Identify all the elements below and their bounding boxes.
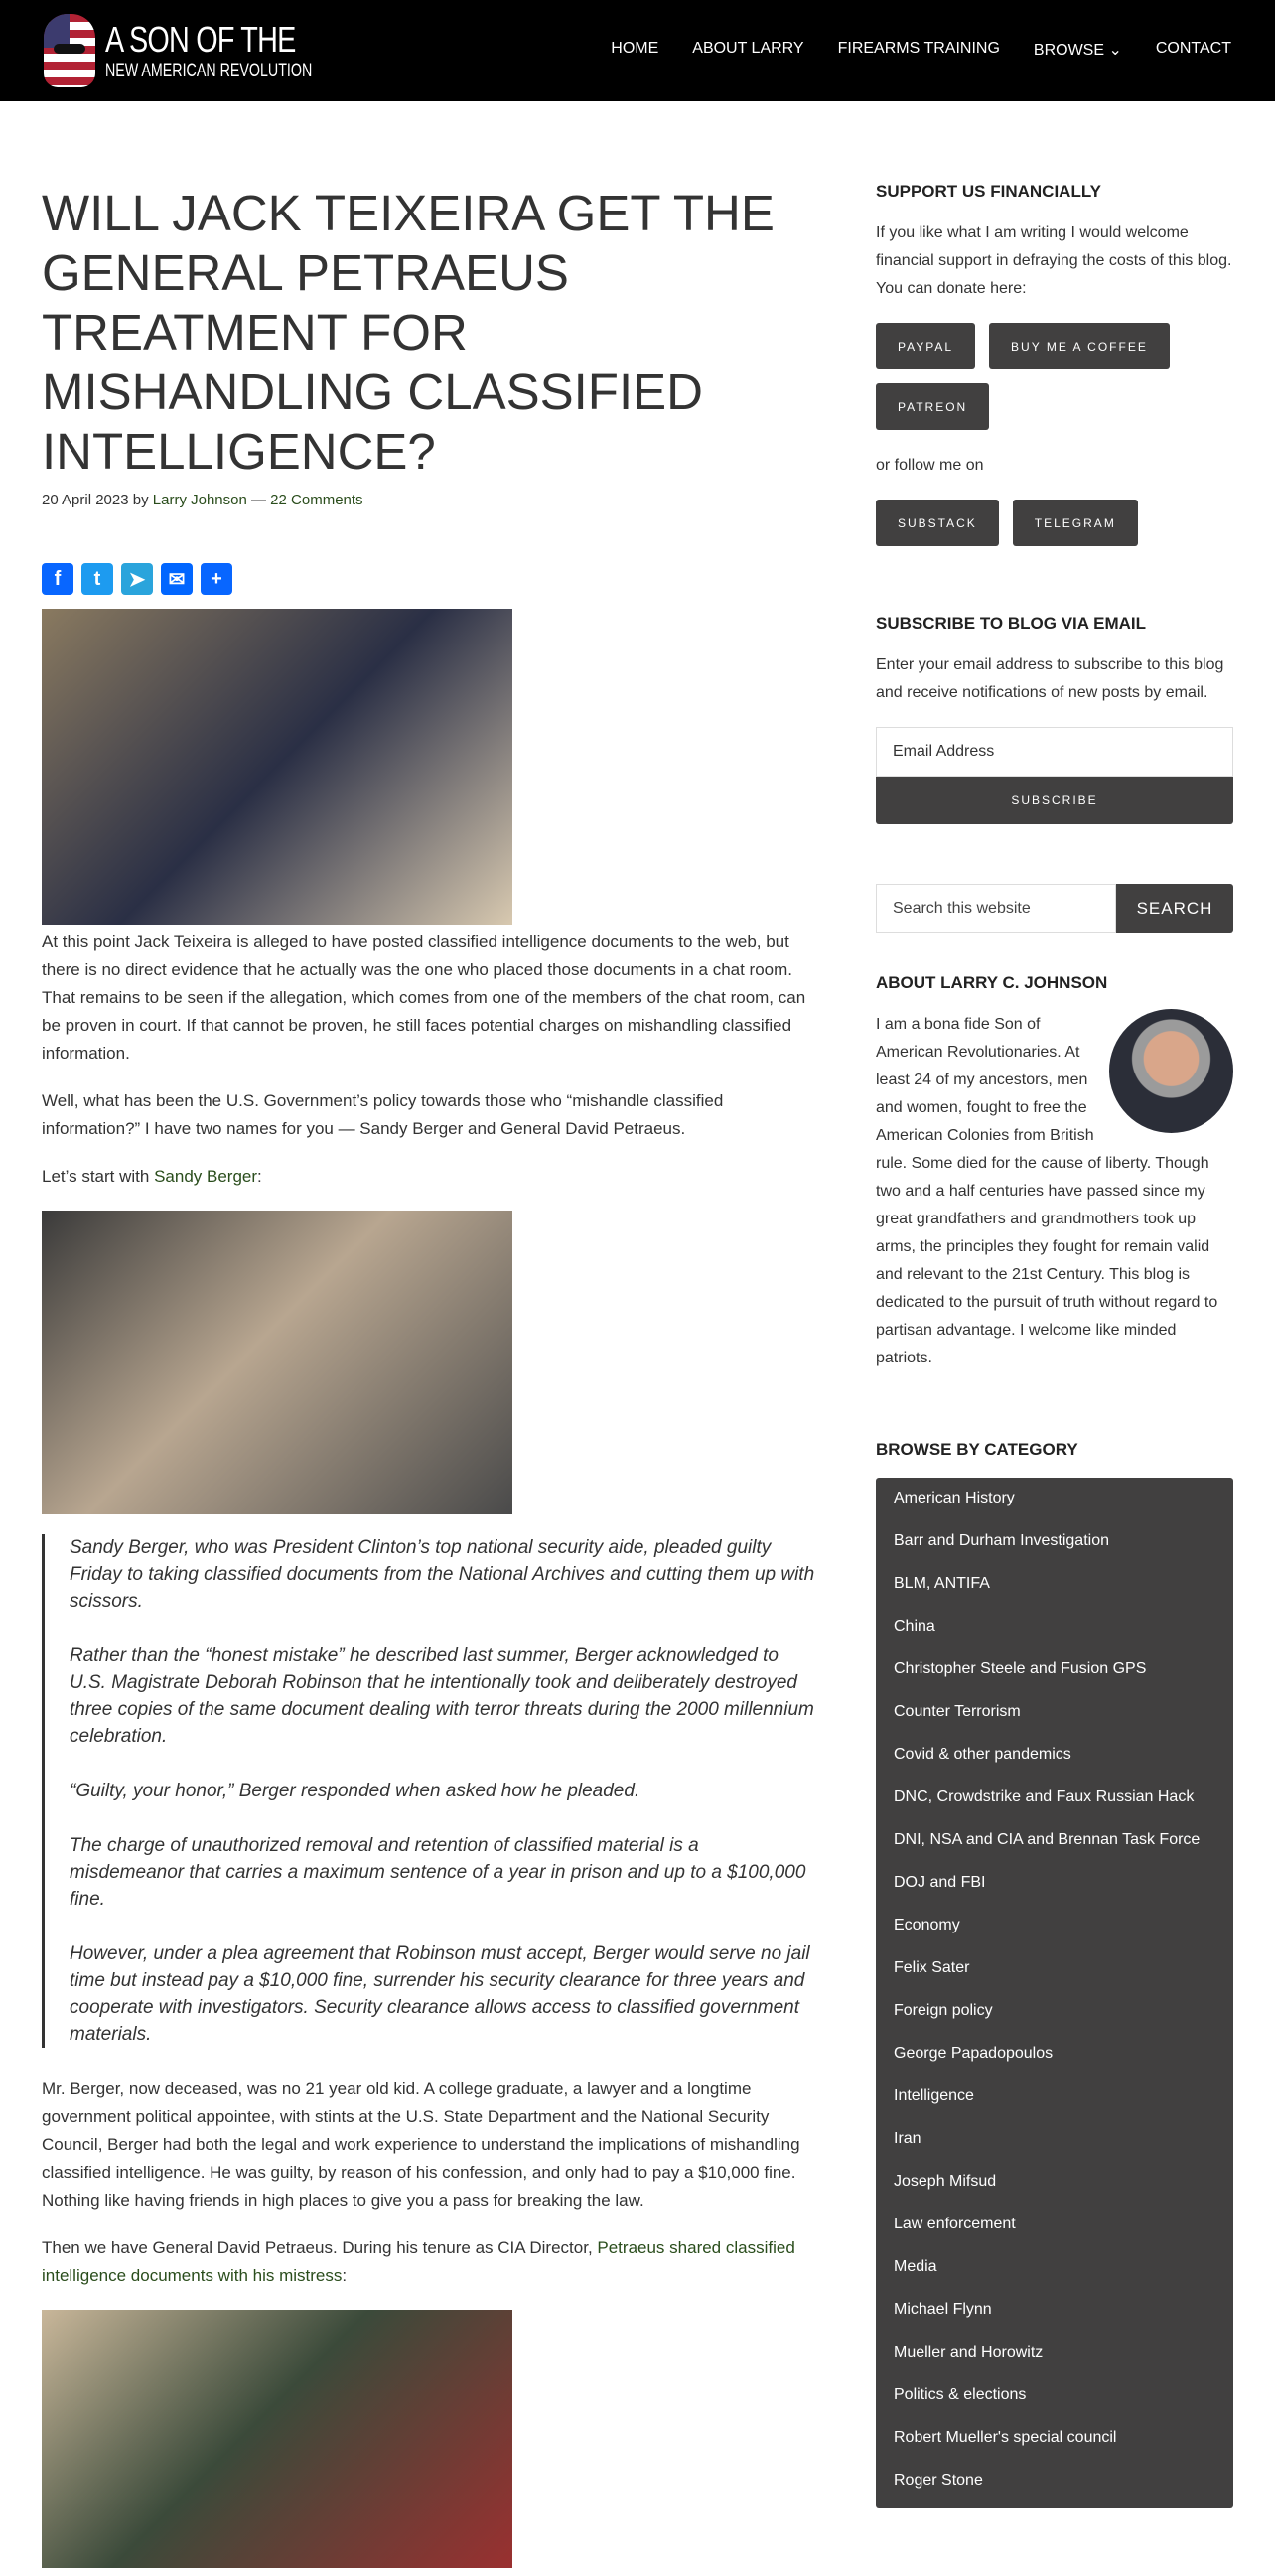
share-buttons xyxy=(42,563,816,595)
nav-browse[interactable]: BROWSE ⌄ xyxy=(1033,42,1122,59)
article xyxy=(42,184,816,2568)
site-header xyxy=(0,0,1275,101)
telegram-icon[interactable]: ➤ xyxy=(121,563,153,595)
quote-paragraph: Rather than the “honest mistake” he described last summer, Berger acknowledged to U.S. Magistrate Deborah Robinson that he intentionally took and deliberately destroyed three copies of the same document dealing with terror threats during the 2000 millennium celebration. xyxy=(70,1646,814,1747)
petraeus-broadwell-photo xyxy=(42,2310,512,2568)
category-item[interactable]: Foreign policy xyxy=(894,2002,993,2019)
buy-me-a-coffee-button[interactable]: BUY ME A COFFEE xyxy=(989,323,1170,369)
category-item[interactable]: Roger Stone xyxy=(894,2472,983,2489)
main-nav xyxy=(611,40,1231,60)
support-text: If you like what I am writing I would welcome financial support in defraying the costs of this blog. You can donate here: xyxy=(876,224,1232,297)
punisher-flag-skull-icon xyxy=(44,14,95,87)
category-item[interactable]: China xyxy=(894,1618,935,1635)
petraeus-swearing-in-photo xyxy=(42,609,512,925)
category-list xyxy=(876,1478,1233,2508)
paragraph xyxy=(42,1163,816,1191)
twitter-icon[interactable]: t xyxy=(81,563,113,595)
category-item[interactable]: Michael Flynn xyxy=(894,2301,992,2318)
follow-text: or follow me on xyxy=(876,457,984,474)
author-avatar xyxy=(1109,1009,1233,1133)
comments-link[interactable]: 22 Comments xyxy=(270,492,363,508)
nav-firearms-training[interactable]: FIREARMS TRAINING xyxy=(837,40,1000,57)
quote-paragraph: “Guilty, your honor,” Berger responded when asked how he pleaded. xyxy=(70,1781,640,1801)
text: Let’s start with xyxy=(42,1167,155,1186)
category-item[interactable]: Christopher Steele and Fusion GPS xyxy=(894,1660,1147,1677)
petraeus-mistress-link[interactable]: Petraeus shared classified intelligence documents with his mistress xyxy=(42,2238,795,2285)
category-item[interactable]: George Papadopoulos xyxy=(894,2045,1054,2062)
quote-paragraph: Sandy Berger, who was President Clinton’s top national security aide, pleaded guilty Friday to taking classified documents from the National Archives and cutting them up with scissors. xyxy=(70,1537,815,1612)
text: : xyxy=(342,2266,348,2285)
support-widget xyxy=(876,182,1233,546)
berger-clinton-albright-photo xyxy=(42,1211,512,1514)
quote-paragraph: The charge of unauthorized removal and retention of classified material is a misdemeanor that carries a maximum sentence of a year in prison and up to a $100,000 fine. xyxy=(70,1835,806,1910)
category-item[interactable]: Economy xyxy=(894,1917,960,1933)
sidebar xyxy=(876,182,1233,2576)
category-item[interactable]: BLM, ANTIFA xyxy=(894,1575,990,1592)
by-label: by xyxy=(132,492,149,508)
widget-title: BROWSE BY CATEGORY xyxy=(876,1440,1078,1459)
nav-about-larry[interactable]: ABOUT LARRY xyxy=(692,40,804,57)
category-item[interactable]: Felix Sater xyxy=(894,1959,970,1976)
email-icon[interactable]: ✉ xyxy=(161,563,193,595)
search-input[interactable]: Search this website xyxy=(876,884,1116,933)
category-item[interactable]: Counter Terrorism xyxy=(894,1703,1021,1720)
blockquote xyxy=(42,1534,816,2048)
category-item[interactable]: Barr and Durham Investigation xyxy=(894,1532,1109,1549)
facebook-icon[interactable]: f xyxy=(42,563,73,595)
article-title: WILL JACK TEIXEIRA GET THE GENERAL PETRAEUS TREATMENT FOR MISHANDLING CLASSIFIED INTELLIGENCE? xyxy=(42,185,775,480)
paragraph xyxy=(42,2234,816,2290)
subscribe-button[interactable]: SUBSCRIBE xyxy=(876,777,1233,824)
telegram-button[interactable]: TELEGRAM xyxy=(1013,500,1138,546)
sandy-berger-link[interactable]: Sandy Berger xyxy=(154,1167,258,1186)
post-meta xyxy=(42,492,816,508)
category-item[interactable]: Joseph Mifsud xyxy=(894,2173,997,2190)
meta-separator: — xyxy=(251,492,266,508)
category-item[interactable]: Media xyxy=(894,2258,937,2275)
author-link[interactable]: Larry Johnson xyxy=(152,492,247,508)
text: : xyxy=(257,1167,262,1186)
category-item[interactable]: American History xyxy=(894,1490,1015,1506)
category-item[interactable]: Covid & other pandemics xyxy=(894,1746,1071,1763)
category-item[interactable]: DNI, NSA and CIA and Brennan Task Force xyxy=(894,1831,1201,1848)
search-button[interactable]: SEARCH xyxy=(1116,884,1233,933)
category-item[interactable]: Law enforcement xyxy=(894,2216,1016,2232)
paragraph: Well, what has been the U.S. Government’s policy towards those who “mishandle classified information?” I have two names for you — Sandy Berger and General David Petraeus. xyxy=(42,1091,724,1138)
search-widget xyxy=(876,884,1233,933)
category-item[interactable]: DNC, Crowdstrike and Faux Russian Hack xyxy=(894,1789,1195,1805)
paypal-button[interactable]: PAYPAL xyxy=(876,323,975,369)
site-logo[interactable] xyxy=(44,14,381,87)
nav-home[interactable]: HOME xyxy=(611,40,659,57)
nav-contact[interactable]: CONTACT xyxy=(1155,40,1231,57)
widget-title: SUBSCRIBE TO BLOG VIA EMAIL xyxy=(876,614,1147,633)
logo-subtitle: NEW AMERICAN REVOLUTION xyxy=(105,60,313,81)
widget-title: ABOUT LARRY C. JOHNSON xyxy=(876,973,1108,992)
about-widget xyxy=(876,973,1233,1372)
subscribe-text: Enter your email address to subscribe to this blog and receive notifications of new posts by email. xyxy=(876,656,1224,701)
category-item[interactable]: Intelligence xyxy=(894,2087,974,2104)
subscribe-widget xyxy=(876,614,1233,824)
post-date: 20 April 2023 xyxy=(42,492,129,508)
substack-button[interactable]: SUBSTACK xyxy=(876,500,999,546)
category-item[interactable]: DOJ and FBI xyxy=(894,1874,986,1891)
about-text: I am a bona fide Son of American Revolutionaries. At least 24 of my ancestors, men and women, fought to free the American Colonies from British rule. Some died for the cause of liberty. Though two and a half centuries have passed since my great grandfathers and grandmothers took up arms, the principles they fought for remain valid and relevant to the 21st Century. This blog is dedicated to the pursuit of truth without regard to partisan advantage. I welcome like minded patriots. xyxy=(876,1016,1218,1366)
widget-title: SUPPORT US FINANCIALLY xyxy=(876,182,1102,201)
category-item[interactable]: Mueller and Horowitz xyxy=(894,2344,1044,2361)
share-plus-icon[interactable]: + xyxy=(201,563,232,595)
text: Then we have General David Petraeus. During his tenure as CIA Director, xyxy=(42,2238,598,2257)
email-input[interactable]: Email Address xyxy=(876,727,1233,777)
patreon-button[interactable]: PATREON xyxy=(876,383,989,430)
category-item[interactable]: Iran xyxy=(894,2130,921,2147)
paragraph: At this point Jack Teixeira is alleged to have posted classified intelligence documents to the web, but there is no direct evidence that he actually was the one who placed those documents in a chat room. That remains to be seen if the allegation, which comes from one of the members of the chat room, can be proven in court. If that cannot be proven, he still faces potential charges on mishandling classified information. xyxy=(42,932,806,1063)
browse-widget xyxy=(876,1440,1233,2508)
paragraph: Mr. Berger, now deceased, was no 21 year old kid. A college graduate, a lawyer and a longtime government political appointee, with stints at the U.S. State Department and the National Security Council, Berger had both the legal and work experience to understand the implications of mishandling classified intelligence. He was guilty, by reason of his confession, and only had to pay a $10,000 fine. Nothing like having friends in high places to give you a pass for breaking the law. xyxy=(42,2079,800,2210)
category-item[interactable]: Politics & elections xyxy=(894,2386,1027,2403)
category-item[interactable]: Robert Mueller's special council xyxy=(894,2429,1117,2446)
logo-title: A SON OF THE xyxy=(105,18,296,60)
quote-paragraph: However, under a plea agreement that Robinson must accept, Berger would serve no jail time but instead pay a $10,000 fine, surrender his security clearance for three years and cooperate with investigators. Security clearance allows access to classified government materials. xyxy=(70,1943,810,2045)
